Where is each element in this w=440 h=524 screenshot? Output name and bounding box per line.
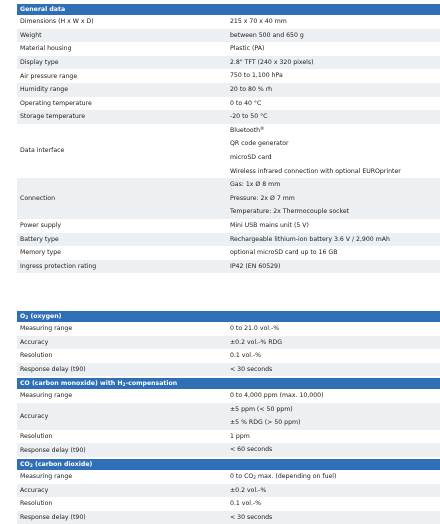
section-header: General data <box>17 4 440 15</box>
spec-label: Accuracy <box>20 486 49 494</box>
spec-value: < 30 seconds <box>230 365 273 373</box>
spec-values <box>227 29 440 43</box>
spec-value: Temperature: 2x Thermocouple socket <box>230 208 350 216</box>
spec-label: Material housing <box>20 45 72 53</box>
subscript: 2 <box>122 383 126 388</box>
spec-value: Rechargeable lithium-ion battery 3.6 V / 2,900 mAh <box>230 235 390 243</box>
spec-row <box>17 29 440 43</box>
spec-value: 215 x 70 x 40 mm <box>230 18 287 25</box>
spec-value: 0 to 40 °C <box>230 99 262 107</box>
spec-label: Resolution <box>20 352 53 360</box>
spec-values <box>227 322 440 336</box>
spec-value: 0 to 21.0 vol.-% <box>230 325 280 332</box>
spec-value: 750 to 1,100 hPa <box>230 72 283 80</box>
spec-row <box>17 349 440 363</box>
spec-label: Accuracy <box>20 338 49 346</box>
spec-row <box>17 430 440 444</box>
spec-label: Display type <box>20 59 59 67</box>
subscript: 2 <box>25 316 29 321</box>
spec-row <box>17 15 440 29</box>
spec-row <box>17 497 440 511</box>
spec-values <box>227 336 440 350</box>
spec-values <box>227 110 440 124</box>
spec-values <box>227 15 440 29</box>
spec-values <box>227 511 440 524</box>
spec-label: Ingress protection rating <box>20 263 97 271</box>
spec-label: Response delay (t90) <box>20 446 86 454</box>
spec-row <box>17 470 440 484</box>
spec-value: ±0.2 vol.-% <box>230 486 267 494</box>
spec-row <box>17 403 440 430</box>
spec-values <box>227 246 440 260</box>
spec-value: < 60 seconds <box>230 446 273 454</box>
spec-values <box>227 178 440 219</box>
spec-label: Air pressure range <box>20 72 78 80</box>
spec-label: Measuring range <box>20 473 73 481</box>
spec-row <box>17 56 440 70</box>
spec-values <box>227 97 440 111</box>
spec-value: 0.1 vol.-% <box>230 500 262 508</box>
spec-label: Resolution <box>20 500 53 508</box>
spec-label: Resolution <box>20 433 53 441</box>
spec-values <box>227 389 440 403</box>
spec-label: Response delay (t90) <box>20 366 86 374</box>
spec-values <box>227 349 440 363</box>
spec-label: Weight <box>20 31 42 39</box>
spec-row <box>17 484 440 498</box>
spec-value: 2.8" TFT (240 x 320 pixels) <box>230 58 314 66</box>
spec-value: Plastic (PA) <box>230 45 265 53</box>
spec-section <box>17 4 440 273</box>
spec-row <box>17 336 440 350</box>
spec-value: Bluetooth® <box>230 126 265 134</box>
spec-values <box>227 124 440 178</box>
spec-label: Humidity range <box>20 86 69 94</box>
spec-value: 0 to 4,000 ppm (max. 10,000) <box>230 392 324 399</box>
spec-values <box>227 42 440 56</box>
spec-values <box>227 56 440 70</box>
spec-row <box>17 322 440 336</box>
spec-values <box>227 219 440 233</box>
spec-value: 20 to 80 % rh <box>230 85 273 93</box>
spec-label: Dimensions (H x W x D) <box>20 18 94 26</box>
spec-label: Data interface <box>20 147 65 155</box>
spec-section <box>17 459 440 524</box>
spec-value: -20 to 50 °C <box>230 113 268 121</box>
spec-row <box>17 42 440 56</box>
spec-row <box>17 389 440 403</box>
spec-label: Storage temperature <box>20 113 86 121</box>
spec-label: Memory type <box>20 249 61 257</box>
spec-values <box>227 430 440 444</box>
spec-label: Response delay (t90) <box>20 514 86 522</box>
spec-value: Gas: 1x Ø 8 mm <box>230 181 281 189</box>
section-header: CO (carbon monoxide) with $H_2$-compensation <box>17 378 440 389</box>
spec-row <box>17 511 440 524</box>
spec-value: < 30 seconds <box>230 513 273 521</box>
spec-row <box>17 363 440 377</box>
spec-label: Battery type <box>20 235 59 243</box>
spec-value: optional microSD card up to 16 GB <box>230 249 338 257</box>
subscript: 2 <box>253 476 257 481</box>
section-header: $O_2$ (oxygen) <box>17 311 440 322</box>
superscript: ® <box>260 126 265 132</box>
spec-value: Wireless infrared connection with optional EUROprinter <box>230 167 401 175</box>
spec-value: 0 to $CO_2$ max. (depending on fuel) <box>230 473 337 481</box>
spec-value: 0.1 vol.-% <box>230 352 262 360</box>
spec-value: Pressure: 2x Ø 7 mm <box>230 194 295 202</box>
subscript: 2 <box>29 464 33 469</box>
spec-value: between 500 and 650 g <box>230 31 304 39</box>
spec-label: Connection <box>20 195 56 203</box>
spec-value: ±5 % RDG (> 50 ppm) <box>230 419 301 427</box>
spec-value: ±5 ppm (< 50 ppm) <box>230 405 293 413</box>
spec-row <box>17 246 440 260</box>
spec-value: 1 ppm <box>230 432 250 440</box>
spec-row <box>17 110 440 124</box>
spec-values <box>227 403 440 430</box>
spec-row <box>17 178 440 219</box>
spec-value: ±0.2 vol.-% RDG <box>230 338 283 346</box>
spec-value: IP42 (EN 60529) <box>230 262 281 270</box>
spec-row <box>17 124 440 178</box>
spec-label: Measuring range <box>20 392 73 400</box>
spec-values <box>227 233 440 247</box>
spec-label: Power supply <box>20 222 62 230</box>
spec-row <box>17 219 440 233</box>
spec-label: Measuring range <box>20 325 73 333</box>
spec-row <box>17 233 440 247</box>
spec-values <box>227 484 440 498</box>
spec-row <box>17 83 440 97</box>
spec-section <box>17 311 440 376</box>
spec-values <box>227 260 440 274</box>
spec-section <box>17 378 440 457</box>
spec-label: Operating temperature <box>20 99 92 107</box>
spec-values <box>227 363 440 377</box>
spec-row <box>17 443 440 457</box>
spec-row <box>17 69 440 83</box>
spec-values <box>227 470 440 484</box>
spec-values <box>227 497 440 511</box>
spec-value: microSD card <box>230 153 272 161</box>
section-header: $CO_2$ (carbon dioxide) <box>17 459 440 470</box>
spec-values <box>227 443 440 457</box>
spec-row <box>17 97 440 111</box>
spec-value: QR code generator <box>230 140 289 148</box>
spec-values <box>227 69 440 83</box>
spec-value: Mini USB mains unit (5 V) <box>230 221 309 229</box>
spec-label: Accuracy <box>20 412 49 420</box>
spec-values <box>227 83 440 97</box>
spec-row <box>17 260 440 274</box>
